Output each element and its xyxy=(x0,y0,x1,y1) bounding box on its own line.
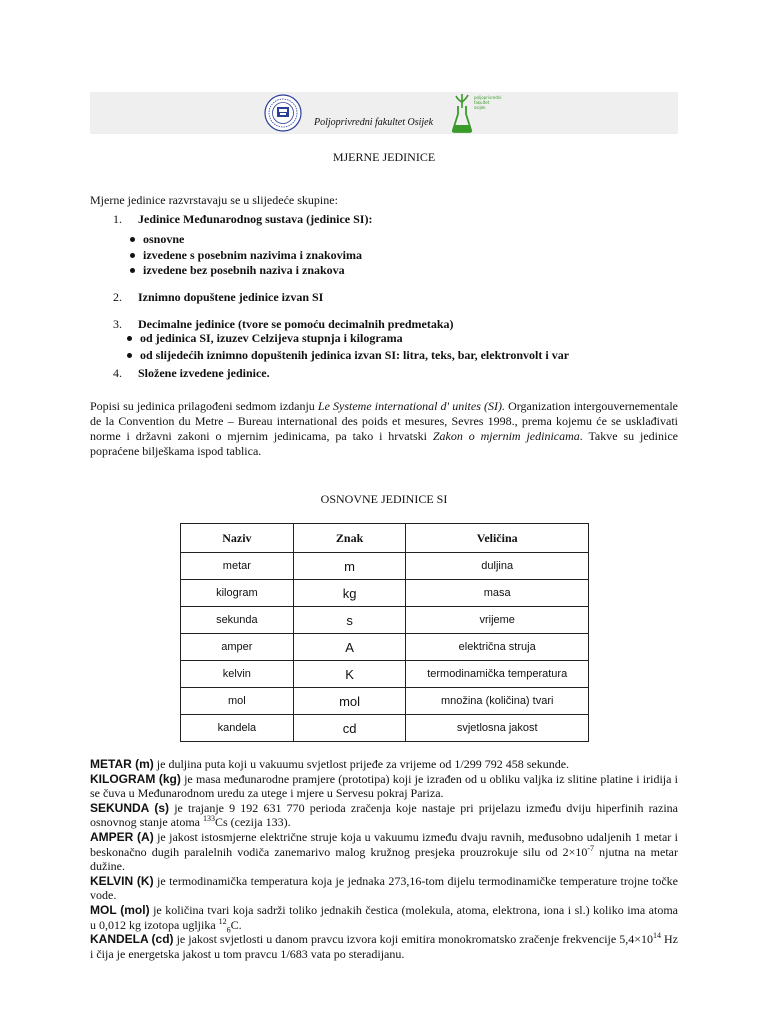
si-units-table xyxy=(180,523,589,742)
university-seal-icon xyxy=(264,94,302,132)
table-row xyxy=(181,661,589,688)
bullet-item: izvedene s posebnim nazivima i znakovima xyxy=(130,248,362,263)
page-title: MJERNE JEDINICE xyxy=(332,150,436,164)
unit-symbol-cell: mol xyxy=(293,688,406,715)
table-row xyxy=(181,634,589,661)
bullet-icon xyxy=(127,336,132,341)
quantity-cell: vrijeme xyxy=(406,607,589,634)
unit-name-cell: kilogram xyxy=(181,580,294,607)
definition-amper: AMPER (A) je jakost istosmjerne električne struje koja u vakuumu između dvaju ravnih, međusobno udaljenih 1 metar i beskonačno dugih paralelnih vodiča zanemarivo malog kružnog presjeka prouzrokuje silu od $2\times 10^{-7}$ njutna na metar dužine. xyxy=(90,829,679,874)
list-number: 1. xyxy=(113,212,122,226)
unit-name-cell: kandela xyxy=(181,715,294,742)
list-item-text: Jedinice Međunarodnog sustava (jedinice SI): xyxy=(138,212,373,226)
list-number: 4. xyxy=(113,366,122,380)
bullet-item: od slijedećih iznimno dopuštenih jedinica izvan SI: litra, teks, bar, elektronvolt i var xyxy=(127,348,569,363)
definition-metar: METAR (m) je duljina puta koji u vakuumu svjetlost prijeđe za vrijeme od 1/299 792 458 sekunde. xyxy=(90,757,570,771)
definition-kilogram: KILOGRAM (kg) je masa međunarodne pramjere (prototipa) koji je izrađen od u obliku valjka iz slitine platine i iridija i se čuva u Međunarodnom uredu za utege i mjere u Servesu pokraj Pariza. xyxy=(90,771,678,801)
table-row xyxy=(181,688,589,715)
column-header: Veličina xyxy=(406,524,589,553)
unit-symbol-cell: A xyxy=(293,634,406,661)
header-band xyxy=(90,92,678,134)
list-item-text: Iznimno dopuštene jedinice izvan SI xyxy=(138,290,324,304)
quantity-cell: masa xyxy=(406,580,589,607)
definition-mol: MOL (mol) je količina tvari koja sadrži toliko jednakih čestica (molekula, atoma, elektrona, iona i sl.) koliko ima atoma u 0,012 kg izotopa ugljika $^{12}_6$C. xyxy=(90,902,678,934)
unit-symbol-cell: kg xyxy=(293,580,406,607)
table-title: OSNOVNE JEDINICE SI xyxy=(320,492,448,506)
table-row xyxy=(181,553,589,580)
bullet-item: izvedene bez posebnih naziva i znakova xyxy=(130,263,345,278)
table-row xyxy=(181,580,589,607)
list-number: 3. xyxy=(113,317,122,331)
unit-name-cell: amper xyxy=(181,634,294,661)
unit-symbol-cell: m xyxy=(293,553,406,580)
bullet-icon xyxy=(130,237,135,242)
unit-name-cell: kelvin xyxy=(181,661,294,688)
unit-name-cell: sekunda xyxy=(181,607,294,634)
svg-text:poljoprivredni: poljoprivredni xyxy=(474,95,502,100)
quantity-cell: termodinamička temperatura xyxy=(406,661,589,688)
faculty-name: Poljoprivredni fakultet Osijek xyxy=(314,117,434,128)
body-paragraph: Popisi su jedinica prilagođeni sedmom izdanju Le Systeme international d' unites (SI). Organization intergouvernementale de la Convention du Metre – Bureau international des poids et mesures, Sevres 1998., prema kojemu će se usklađivati norme i državni zakoni o mjernim jedinicama, pa tako i hrvatski Zakon o mjernim jedinicama. Takve su jedinice popraćene bilješkama ispod tablica. xyxy=(90,399,679,458)
quantity-cell: duljina xyxy=(406,553,589,580)
unit-symbol-cell: K xyxy=(293,661,406,688)
unit-symbol-cell: cd xyxy=(293,715,406,742)
column-header: Znak xyxy=(293,524,406,553)
list-item-text: Složene izvedene jedinice. xyxy=(138,366,270,380)
unit-name-cell: mol xyxy=(181,688,294,715)
bullet-item: osnovne xyxy=(130,232,184,247)
list-item-text: Decimalne jedinice (tvore se pomoću decimalnih predmetaka) xyxy=(138,317,454,331)
bullet-icon xyxy=(130,253,135,258)
table-row xyxy=(181,607,589,634)
definition-sekunda: SEKUNDA (s) je trajanje 9 192 631 770 perioda zračenja koje nastaje pri prijelazu između dviju hiperfinih razina osnovnog stanje atoma $^{133}$Cs (cezija 133). xyxy=(90,800,678,830)
flask-logo-icon xyxy=(452,92,508,134)
bullet-icon xyxy=(130,268,135,273)
bullet-icon xyxy=(127,353,132,358)
intro-text: Mjerne jedinice razvrstavaju se u slijedeće skupine: xyxy=(90,193,338,207)
table-header-row xyxy=(181,524,589,553)
quantity-cell: svjetlosna jakost xyxy=(406,715,589,742)
table-row xyxy=(181,715,589,742)
unit-symbol-cell: s xyxy=(293,607,406,634)
quantity-cell: množina (količina) tvari xyxy=(406,688,589,715)
bullet-item: od jedinica SI, izuzev Celzijeva stupnja i kilograma xyxy=(127,331,403,346)
list-number: 2. xyxy=(113,290,122,304)
definition-kandela: KANDELA (cd) je jakost svjetlosti u danom pravcu izvora koji emitira monokromatsko zračenje frekvencije $5,4\times 10^{14}$ Hz i čija je energetska jakost u tom pravcu 1/683 vata po steradijanu. xyxy=(90,931,678,961)
svg-text:fakultet: fakultet xyxy=(474,100,490,105)
unit-name-cell: metar xyxy=(181,553,294,580)
unit-definitions xyxy=(90,757,678,961)
svg-text:osijek: osijek xyxy=(474,105,486,110)
definition-kelvin: KELVIN (K) je termodinamička temperatura koja je jednaka 273,16-tom dijelu termodinamičke temperature trojne točke vode. xyxy=(90,873,678,903)
column-header: Naziv xyxy=(181,524,294,553)
quantity-cell: električna struja xyxy=(406,634,589,661)
